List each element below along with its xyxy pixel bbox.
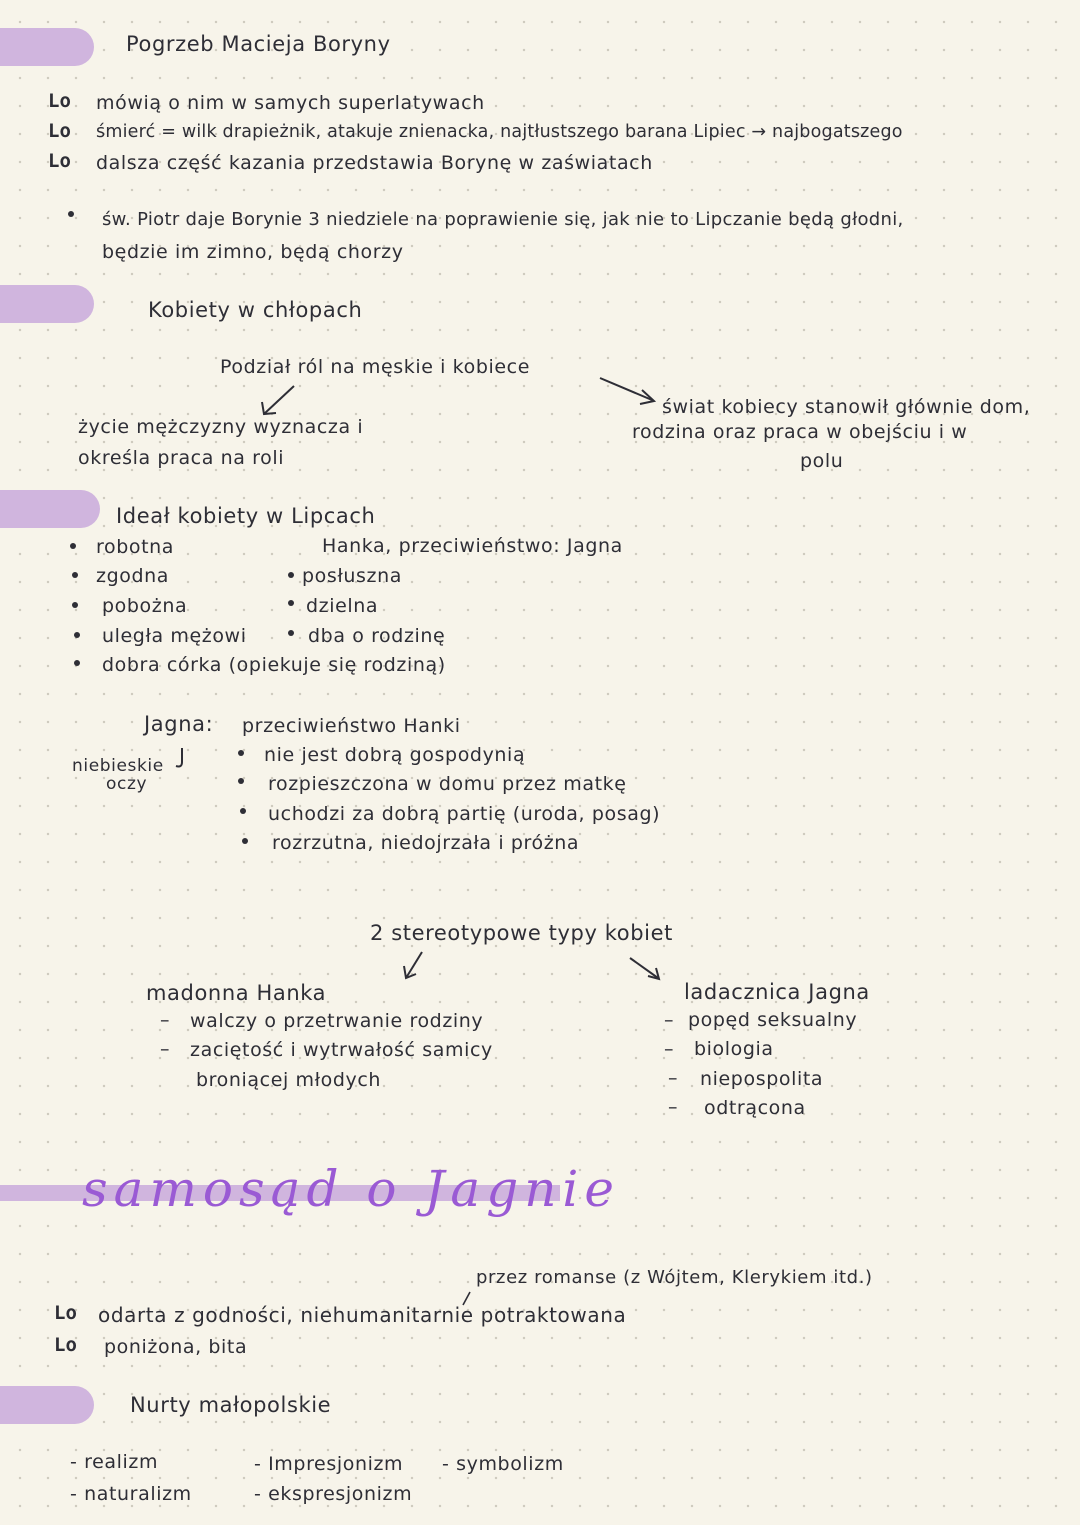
list-item: walczy o przetrwanie rodziny bbox=[190, 1010, 484, 1032]
note-line: rodzina oraz praca w obejściu i w bbox=[632, 421, 968, 443]
subheading: Jagna: bbox=[144, 712, 214, 736]
section-title: Pogrzeb Macieja Boryny bbox=[126, 32, 391, 56]
section-title: Nurty małopolskie bbox=[130, 1393, 332, 1417]
list-item: popęd seksualny bbox=[688, 1009, 858, 1031]
dash-marker: – bbox=[668, 1067, 678, 1089]
note-line: poniżona, bita bbox=[104, 1336, 248, 1358]
dash-marker: – bbox=[664, 1009, 674, 1031]
bullet-dot bbox=[240, 808, 246, 814]
list-item: uchodzi za dobrą partię (uroda, posag) bbox=[268, 803, 661, 825]
note-line: Hanka, przeciwieństwo: Jagna bbox=[322, 535, 623, 557]
section-tag bbox=[0, 28, 94, 66]
list-item: - naturalizm bbox=[70, 1483, 192, 1505]
list-item: zaciętość i wytrwałość samicy bbox=[190, 1039, 493, 1061]
arrow-marker: Lo bbox=[54, 1334, 77, 1356]
bullet-dot bbox=[72, 572, 78, 578]
list-item: rozrzutna, niedojrzała i próżna bbox=[272, 832, 580, 854]
note-line: dalsza część kazania przedstawia Borynę w zaświatach bbox=[96, 152, 653, 174]
dash-marker: – bbox=[668, 1096, 678, 1118]
list-item: dobra córka (opiekuje się rodziną) bbox=[102, 654, 446, 676]
dash-marker: – bbox=[160, 1038, 170, 1060]
section-title: Kobiety w chłopach bbox=[148, 298, 363, 322]
arrow-marker: Lo bbox=[54, 1302, 77, 1324]
list-item: posłuszna bbox=[302, 565, 402, 587]
list-item: dba o rodzinę bbox=[308, 625, 446, 647]
note-line: św. Piotr daje Borynie 3 niedziele na poprawienie się, jak nie to Lipczanie będą głodni, bbox=[102, 209, 904, 230]
list-item: dzielna bbox=[306, 595, 379, 617]
section-tag bbox=[0, 490, 100, 528]
side-note: niebieskie bbox=[72, 756, 164, 776]
arrow-down-left-icon bbox=[400, 950, 428, 982]
arrow-down-left-icon bbox=[258, 384, 298, 418]
note-line: przeciwieństwo Hanki bbox=[242, 715, 461, 737]
annotation: przez romanse (z Wójtem, Klerykiem itd.) bbox=[476, 1267, 873, 1288]
arrow-down-right-icon bbox=[628, 956, 664, 984]
arrow-marker: Lo bbox=[48, 150, 71, 172]
bullet-dot bbox=[288, 630, 294, 636]
type-title: ladacznica Jagna bbox=[684, 980, 870, 1004]
dash-marker: – bbox=[160, 1009, 170, 1031]
list-item: robotna bbox=[96, 536, 175, 558]
note-line: mówią o nim w samych superlatywach bbox=[96, 92, 485, 114]
bullet-dot bbox=[72, 602, 78, 608]
list-item: rozpieszczona w domu przez matkę bbox=[268, 773, 627, 795]
bullet-dot bbox=[68, 211, 74, 217]
bullet-dot bbox=[242, 838, 248, 844]
type-title: madonna Hanka bbox=[146, 981, 327, 1005]
section-tag bbox=[0, 1386, 94, 1424]
list-item: zgodna bbox=[96, 565, 170, 587]
arrow-marker: Lo bbox=[48, 90, 71, 112]
list-item: nie jest dobrą gospodynią bbox=[264, 744, 526, 766]
bullet-dot bbox=[74, 632, 80, 638]
bullet-dot bbox=[70, 543, 76, 549]
note-line: polu bbox=[800, 450, 844, 472]
list-item: - Impresjonizm bbox=[254, 1453, 404, 1475]
note-line: świat kobiecy stanowił głównie dom, bbox=[662, 396, 1031, 418]
list-item: broniącej młodych bbox=[196, 1069, 382, 1091]
bullet-dot bbox=[288, 600, 294, 606]
list-item: - realizm bbox=[70, 1451, 159, 1473]
side-note: oczy bbox=[106, 774, 148, 794]
list-item: - ekspresjonizm bbox=[254, 1483, 413, 1505]
bullet-dot bbox=[74, 660, 80, 666]
note-line: określa praca na roli bbox=[78, 447, 285, 469]
bullet-dot bbox=[288, 572, 294, 578]
arrow-down-right-icon bbox=[598, 376, 658, 406]
dash-marker: – bbox=[664, 1038, 674, 1060]
note-line: śmierć = wilk drapieżnik, atakuje znienacka, najtłustszego barana Lipiec → najbogatszego bbox=[96, 122, 903, 142]
list-item: pobożna bbox=[102, 595, 188, 617]
list-item: uległa mężowi bbox=[102, 625, 247, 647]
division-heading: Podział ról na męskie i kobiece bbox=[220, 356, 531, 378]
script-title: samosąd o Jagnie bbox=[82, 1160, 620, 1218]
bullet-dot bbox=[238, 778, 244, 784]
section-tag bbox=[0, 285, 94, 323]
arrow-marker: Lo bbox=[48, 120, 71, 142]
list-item: odtrącona bbox=[704, 1097, 806, 1119]
list-item: biologia bbox=[694, 1038, 774, 1060]
note-line: odarta z godności, niehumanitarnie potraktowana bbox=[98, 1303, 627, 1327]
diagram-heading: 2 stereotypowe typy kobiet bbox=[370, 921, 673, 945]
list-item: niepospolita bbox=[700, 1068, 824, 1090]
note-line: będzie im zimno, będą chorzy bbox=[102, 241, 404, 263]
note-line: życie mężczyzny wyznacza i bbox=[78, 416, 364, 438]
list-item: - symbolizm bbox=[442, 1453, 564, 1475]
hook-arrow-icon bbox=[172, 746, 190, 770]
bullet-dot bbox=[238, 750, 244, 756]
section-title: Ideał kobiety w Lipcach bbox=[116, 504, 376, 528]
